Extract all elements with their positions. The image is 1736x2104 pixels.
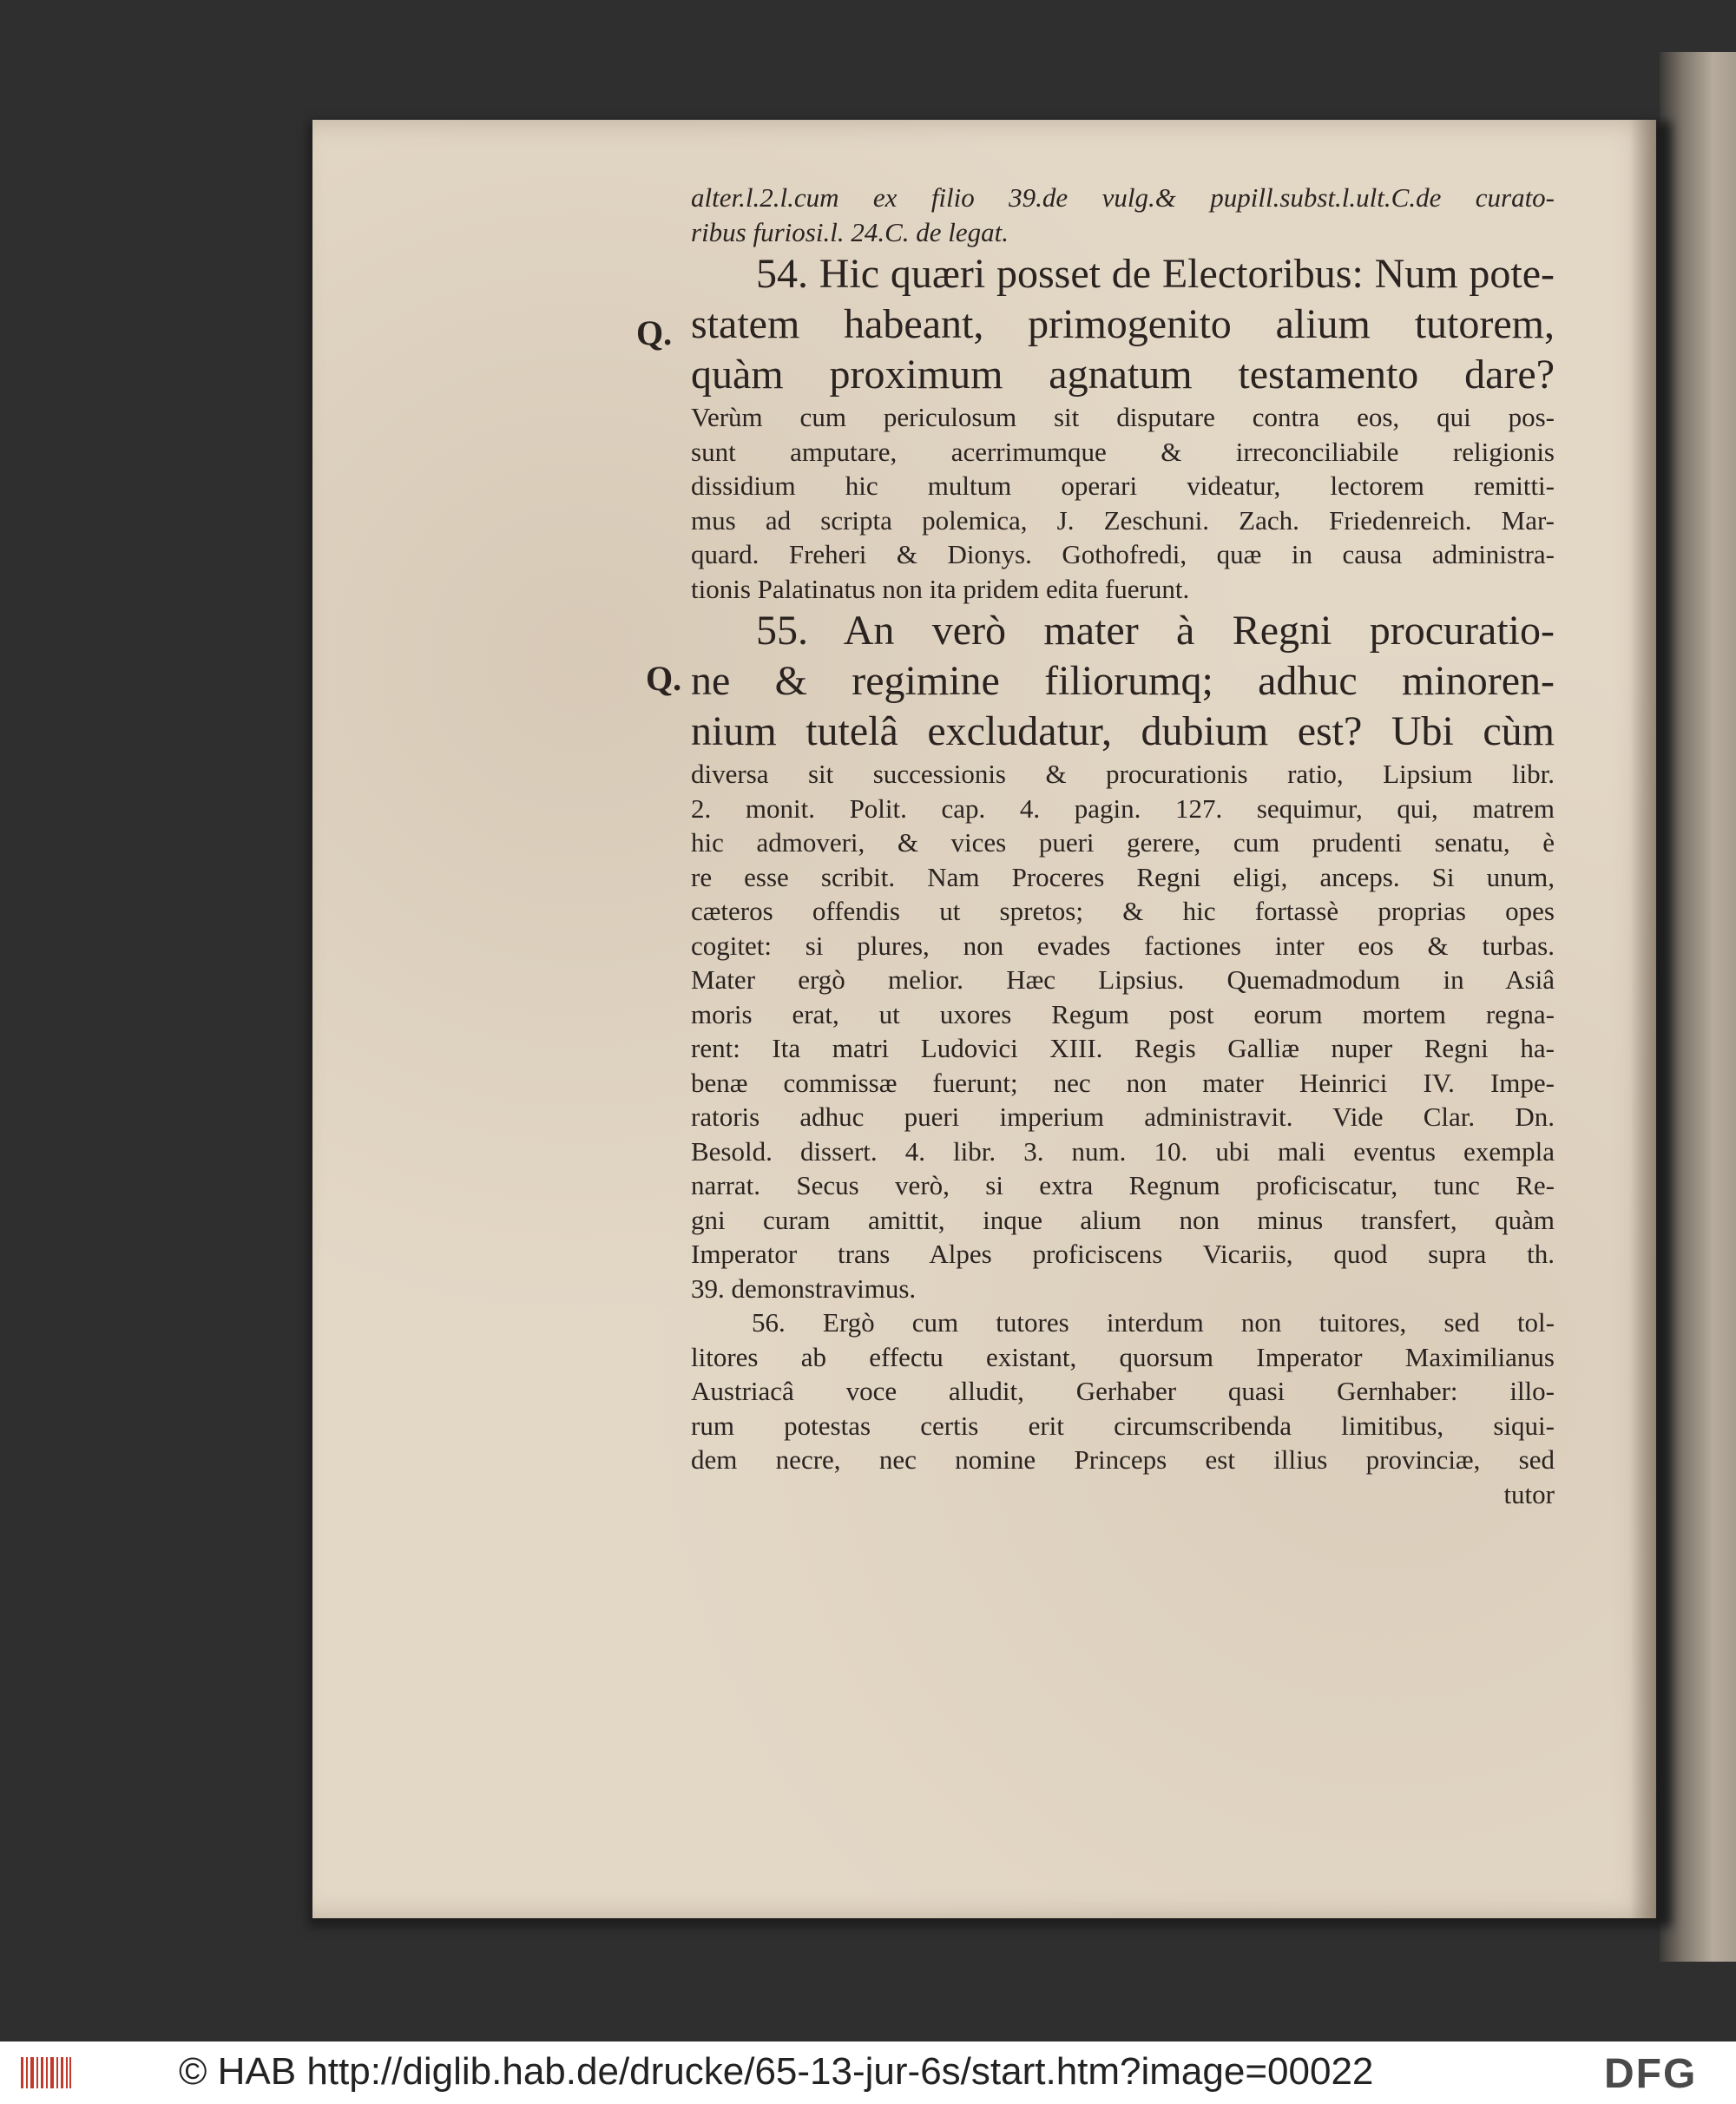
text-line: quàm proximum agnatum testamento dare?	[691, 352, 1555, 398]
text-line: nium tutelâ excludatur, dubium est? Ubi cùm	[691, 708, 1555, 754]
text-line: dem necre, nec nomine Princeps est illius provinciæ, sed	[691, 1444, 1555, 1475]
text-line: diversa sit successionis & procurationis ratio, Lipsium libr.	[691, 759, 1555, 789]
dfg-logo: DFG	[1604, 2051, 1698, 2097]
text-line: cæteros offendis ut spretos; & hic fortassè proprias opes	[691, 896, 1555, 926]
text-line: Besold. dissert. 4. libr. 3. num. 10. ubi mali eventus exempla	[691, 1135, 1555, 1167]
text-line: mus ad scripta polemica, J. Zeschuni. Zach. Friedenreich. Mar-	[691, 504, 1555, 536]
text-line: cogitet: si plures, non evades factiones inter eos & turbas.	[691, 930, 1555, 961]
footer-bar	[0, 2042, 1736, 2104]
text-line: rum potestas certis erit circumscribenda limitibus, siqui-	[691, 1410, 1555, 1441]
text-line: litores ab effectu existant, quorsum Imperator Maximilianus	[691, 1341, 1555, 1372]
text-line: ratoris adhuc pueri imperium administravit. Vide Clar. Dn.	[691, 1101, 1555, 1132]
margin-mark-q: Q.	[636, 313, 673, 352]
text-line: benæ commissæ fuerunt; nec non mater Heinrici IV. Impe-	[691, 1067, 1555, 1098]
text-line: rent: Ita matri Ludovici XIII. Regis Galliæ nuper Regni ha-	[691, 1033, 1555, 1063]
text-line: Verùm cum periculosum sit disputare contra eos, qui pos-	[691, 402, 1555, 432]
text-line: ribus furiosi.l. 24.C. de legat.	[691, 216, 1009, 247]
text-line: gni curam amittit, inque alium non minus transfert, quàm	[691, 1204, 1555, 1235]
page-text	[691, 181, 1555, 1511]
text-line: tionis Palatinatus non ita pridem edita fuerunt.	[691, 573, 1190, 604]
text-line: ne & regimine filiorumq; adhuc minoren-	[691, 658, 1555, 704]
adjacent-page-edge	[1660, 52, 1736, 1962]
text-line: moris erat, ut uxores Regum post eorum mortem regna-	[691, 998, 1555, 1029]
copyright-url-text: © HAB http://diglib.hab.de/drucke/65-13-jur-6s/start.htm?image=00022	[179, 2050, 1374, 2093]
page-gutter	[1630, 120, 1656, 1918]
margin-mark-q: Q.	[646, 659, 682, 698]
text-line: 39. demonstravimus.	[691, 1272, 917, 1304]
text-line: dissidium hic multum operari videatur, lectorem remitti-	[691, 470, 1555, 501]
barcode-icon	[19, 2054, 73, 2092]
text-line: 56. Ergò cum tutores interdum non tuitores, sed tol-	[752, 1307, 1555, 1338]
text-line: Austriacâ voce alludit, Gerhaber quasi Gernhaber: illo-	[691, 1376, 1555, 1406]
text-line: narrat. Secus verò, si extra Regnum proficiscatur, tunc Re-	[691, 1170, 1555, 1200]
text-line: Imperator trans Alpes proficiscens Vicariis, quod supra th.	[691, 1239, 1555, 1269]
text-line: Mater ergò melior. Hæc Lipsius. Quemadmodum in Asiâ	[691, 964, 1555, 995]
text-line: alter.l.2.l.cum ex filio 39.de vulg.& pupill.subst.l.ult.C.de curato-	[691, 182, 1555, 213]
text-line: statem habeant, primogenito alium tutorem,	[691, 301, 1555, 347]
text-line: sunt amputare, acerrimumque & irreconciliabile religionis	[691, 436, 1555, 467]
text-line: quard. Freheri & Dionys. Gothofredi, quæ in causa administra-	[691, 539, 1555, 569]
text-line: 2. monit. Polit. cap. 4. pagin. 127. sequimur, qui, matrem	[691, 792, 1555, 824]
text-line: 55. An verò mater à Regni procuratio-	[756, 608, 1555, 654]
text-line: 54. Hic quæri posset de Electoribus: Num pote-	[756, 251, 1555, 297]
text-line: tutor	[1503, 1478, 1555, 1509]
text-line: re esse scribit. Nam Proceres Regni eligi, anceps. Si unum,	[691, 861, 1555, 892]
text-line: hic admoveri, & vices pueri gerere, cum prudenti senatu, è	[691, 827, 1555, 858]
